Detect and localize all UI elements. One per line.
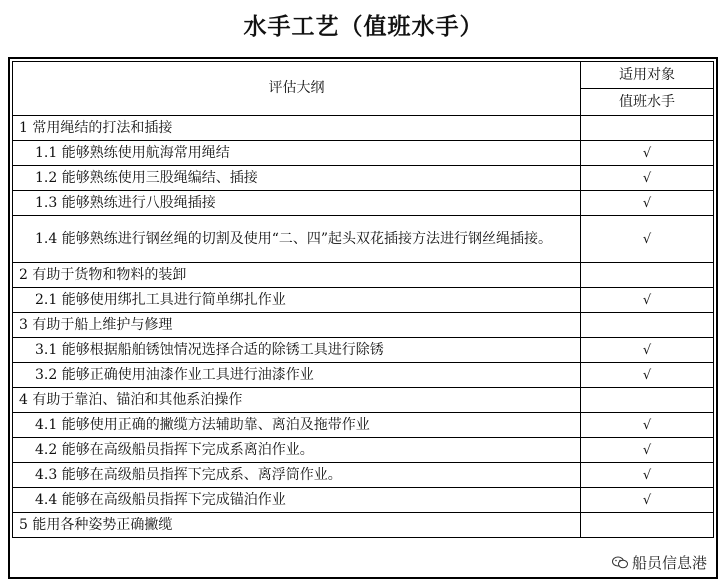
table-row <box>13 363 714 388</box>
row-check: √ <box>581 488 714 513</box>
row-text: 1.4 能够熟练进行钢丝绳的切割及使用“二、四”起头双花插接方法进行钢丝绳插接。 <box>13 216 581 263</box>
row-check <box>581 116 714 141</box>
table-row <box>13 388 714 413</box>
assessment-table <box>12 61 714 538</box>
header-applicable: 适用对象 <box>581 62 714 89</box>
row-text: 3 有助于船上维护与修理 <box>13 313 581 338</box>
watermark-text: 船员信息港 <box>631 554 707 572</box>
table-row <box>13 313 714 338</box>
row-text: 3.1 能够根据船舶锈蚀情况选择合适的除锈工具进行除锈 <box>13 338 581 363</box>
row-check: √ <box>581 216 714 263</box>
row-text: 1.2 能够熟练使用三股绳编结、插接 <box>13 166 581 191</box>
row-text: 4.2 能够在高级船员指挥下完成系离泊作业。 <box>13 438 581 463</box>
table-row <box>13 463 714 488</box>
row-check: √ <box>581 363 714 388</box>
table-row <box>13 263 714 288</box>
row-text: 1 常用绳结的打法和插接 <box>13 116 581 141</box>
row-text: 2 有助于货物和物料的装卸 <box>13 263 581 288</box>
assessment-table-frame <box>8 57 718 579</box>
table-row <box>13 413 714 438</box>
row-check: √ <box>581 463 714 488</box>
row-check: √ <box>581 338 714 363</box>
row-text: 1.3 能够熟练进行八股绳插接 <box>13 191 581 216</box>
table-row <box>13 338 714 363</box>
table-row <box>13 438 714 463</box>
table-row <box>13 288 714 313</box>
row-check <box>581 388 714 413</box>
row-text: 2.1 能够使用绑扎工具进行简单绑扎作业 <box>13 288 581 313</box>
row-text: 3.2 能够正确使用油漆作业工具进行油漆作业 <box>13 363 581 388</box>
row-text: 4.4 能够在高级船员指挥下完成锚泊作业 <box>13 488 581 513</box>
table-row <box>13 191 714 216</box>
document-title: 水手工艺（值班水手） <box>243 14 484 40</box>
table-row <box>13 513 714 538</box>
row-check: √ <box>581 166 714 191</box>
table-row <box>13 116 714 141</box>
header-target: 值班水手 <box>581 89 714 116</box>
table-row <box>13 488 714 513</box>
row-text: 4.1 能够使用正确的撇缆方法辅助靠、离泊及拖带作业 <box>13 413 581 438</box>
table-row <box>13 166 714 191</box>
wechat-icon <box>612 556 628 569</box>
row-check: √ <box>581 288 714 313</box>
table-row <box>13 141 714 166</box>
header-outline: 评估大纲 <box>13 62 581 116</box>
row-text: 1.1 能够熟练使用航海常用绳结 <box>13 141 581 166</box>
row-check: √ <box>581 141 714 166</box>
row-text: 4 有助于靠泊、锚泊和其他系泊操作 <box>13 388 581 413</box>
row-check: √ <box>581 191 714 216</box>
table-row <box>13 216 714 263</box>
row-check: √ <box>581 413 714 438</box>
row-text: 5 能用各种姿势正确撇缆 <box>13 513 581 538</box>
row-check: √ <box>581 438 714 463</box>
row-check <box>581 313 714 338</box>
watermark <box>610 552 709 573</box>
row-check <box>581 513 714 538</box>
row-text: 4.3 能够在高级船员指挥下完成系、离浮筒作业。 <box>13 463 581 488</box>
row-check <box>581 263 714 288</box>
